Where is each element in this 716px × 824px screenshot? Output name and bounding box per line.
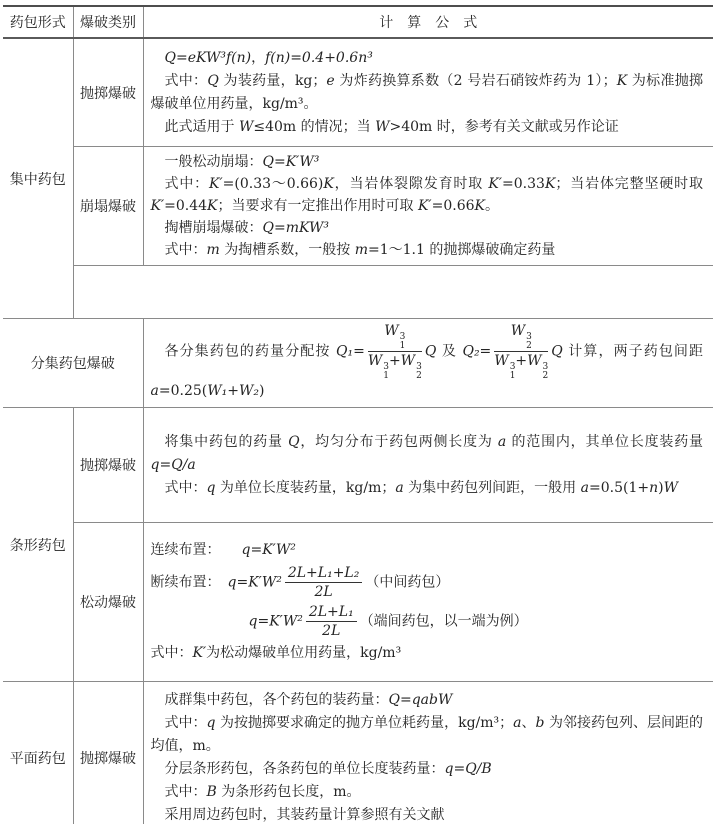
cell-strip-throw-formula [143,408,713,523]
formula-line: q=K′W² $\frac{\text{2L+L₁}}{2L}$ （端间药包，以一端为例） [248,603,528,639]
formula-line: 成群集中药包，各个药包的装药量：Q=qabW [164,692,453,708]
formula-line: 一般松动崩塌：Q=K′W³ [164,154,320,170]
formula-line: 式中：q 为单位长度装药量，kg/m；a 为集中药包列间距，一般用 a=0.5(1+n)W [164,479,678,496]
formula-line: 分层条形药包，各条药包的单位长度装药量：q=Q/B [164,761,492,777]
formula-line: 此式适用于 W≤40m 的情况；当 W>40m 时，参考有关文献或另作论证 [164,118,619,135]
header-charge-form: 药包形式 [3,6,73,38]
cell-strip-throw-type: 抛掷爆破 [73,408,143,523]
formula-line: 式中：B 为条形药包长度，m。 [164,784,361,800]
row-strip-throw [3,408,713,523]
formula-line: 掏槽崩塌爆破：Q=mKW³ [164,220,329,236]
cell-throw-formula [143,38,713,147]
row-planar-throw [3,682,713,824]
cell-collapse-formula [143,147,713,266]
formula-line: 式中：K′=(0.33～0.66)K，当岩体裂隙发育时取 K′=0.33K；当岩体完整坚硬时取 K′=0.44K；当要求有一定推出作用时可取 K′=0.66K。 [150,176,704,214]
formula-line: 各分集药包的药量分配按 Q₁= W 3 1 W 3 1 +W 3 2 Q 及 Q₂= W 3 2 W 3 1 +W 3 2 Q 计算，两子药包间距 a=0.25(W₁+W₂) [150,323,704,399]
formula-line: 将集中药包的药量 Q，均匀分布于药包两侧长度为 a 的范围内，其单位长度装药量 q=Q/a [150,433,703,473]
formula-line: 式中：m 为掏槽系数，一般按 m=1～1.1 的抛掷爆破确定药量 [164,242,556,258]
header-row [3,6,713,38]
cell-empty [73,266,713,319]
cell-concentrated-label: 集中药包 [3,38,73,319]
row-concentrated-throw [3,38,713,147]
formula-line: 采用周边药包时，其装药量计算参照有关文献 [164,807,445,823]
cell-split-label: 分集药包爆破 [3,319,143,408]
formula-line: 式中：Q 为装药量，kg；e 为炸药换算系数（2 号岩石硝铵炸药为 1）；K 为标准抛掷爆破单位用药量，kg/m³。 [150,72,703,112]
formula-line: Q=eKW³f(n)，f(n)=0.4+0.6n³ [164,49,373,66]
cell-planar-label: 平面药包 [3,682,73,824]
row-concentrated-collapse [3,147,713,266]
cell-planar-type: 抛掷爆破 [73,682,143,824]
cell-collapse-type: 崩塌爆破 [73,147,143,266]
cell-strip-label: 条形药包 [3,408,73,682]
cell-split-formula [143,319,713,408]
row-concentrated-empty [3,266,713,319]
cell-strip-loosen-formula [143,523,713,682]
cell-planar-formula [143,682,713,824]
header-blast-type: 爆破类别 [73,6,143,38]
formula-line: 式中：K′为松动爆破单位用药量，kg/m³ [150,644,402,661]
cell-throw-type: 抛掷爆破 [73,38,143,147]
formula-line: 连续布置： q=K′W² [150,542,296,559]
cell-strip-loosen-type: 松动爆破 [73,523,143,682]
formula-line: 式中：q 为按抛掷要求确定的抛方单位耗药量，kg/m³；a、b 为邻接药包列、层间距的均值，m。 [150,715,704,754]
formula-line: 断续布置： q=K′W² $\frac{\text{2L+L₁+L₂}}{2L}$ （中间药包） [150,565,450,601]
header-formula: 计 算 公 式 [143,6,713,38]
row-strip-loosen [3,523,713,682]
row-split-charges [3,319,713,408]
blasting-formula-table [3,5,713,824]
